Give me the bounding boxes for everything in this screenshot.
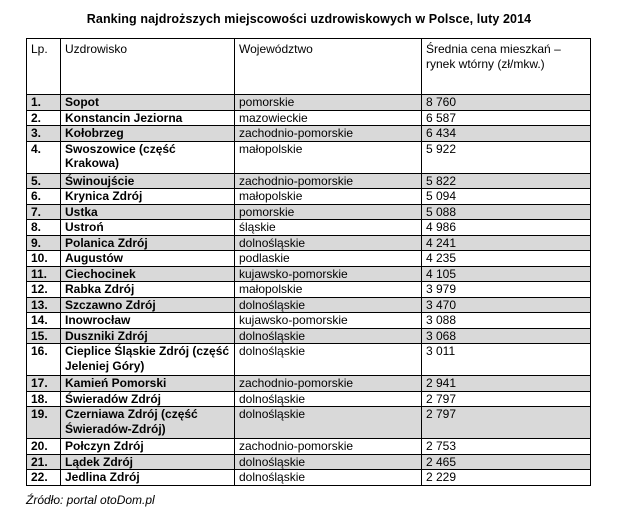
table-row xyxy=(27,126,591,142)
price-cell: 2 229 xyxy=(422,470,591,486)
rank-cell: 15. xyxy=(27,328,61,344)
table-row xyxy=(27,454,591,470)
rank-cell: 10. xyxy=(27,251,61,267)
table-header-row xyxy=(27,39,591,95)
region-cell: dolnośląskie xyxy=(235,235,422,251)
rank-cell: 4. xyxy=(27,141,61,173)
price-cell: 6 587 xyxy=(422,110,591,126)
table-row xyxy=(27,376,591,392)
table-row xyxy=(27,220,591,236)
rank-cell: 7. xyxy=(27,204,61,220)
price-cell: 4 241 xyxy=(422,235,591,251)
price-cell: 2 753 xyxy=(422,439,591,455)
spa-name-cell: Szczawno Zdrój xyxy=(61,297,235,313)
rank-cell: 9. xyxy=(27,235,61,251)
price-cell: 3 011 xyxy=(422,344,591,376)
rank-cell: 6. xyxy=(27,189,61,205)
rank-cell: 14. xyxy=(27,313,61,329)
table-row xyxy=(27,439,591,455)
header-name: Uzdrowisko xyxy=(61,39,235,95)
ranking-table xyxy=(26,38,591,486)
price-cell: 3 088 xyxy=(422,313,591,329)
spa-name-cell: Kołobrzeg xyxy=(61,126,235,142)
region-cell: kujawsko-pomorskie xyxy=(235,266,422,282)
region-cell: zachodnio-pomorskie xyxy=(235,376,422,392)
price-cell: 5 094 xyxy=(422,189,591,205)
spa-name-cell: Ciechocinek xyxy=(61,266,235,282)
spa-name-cell: Rabka Zdrój xyxy=(61,282,235,298)
region-cell: zachodnio-pomorskie xyxy=(235,126,422,142)
page-title: Ranking najdroższych miejscowości uzdrowiskowych w Polsce, luty 2014 xyxy=(86,12,532,26)
region-cell: małopolskie xyxy=(235,141,422,173)
spa-name-cell: Augustów xyxy=(61,251,235,267)
spa-name-cell: Ustka xyxy=(61,204,235,220)
price-cell: 2 797 xyxy=(422,407,591,439)
table-row xyxy=(27,266,591,282)
spa-name-cell: Krynica Zdrój xyxy=(61,189,235,205)
region-cell: dolnośląskie xyxy=(235,297,422,313)
price-cell: 3 979 xyxy=(422,282,591,298)
table-row xyxy=(27,189,591,205)
region-cell: śląskie xyxy=(235,220,422,236)
spa-name-cell: Kamień Pomorski xyxy=(61,376,235,392)
spa-name-cell: Świeradów Zdrój xyxy=(61,391,235,407)
header-price: Średnia cena mieszkań – rynek wtórny (zł/mkw.) xyxy=(422,39,591,95)
table-row xyxy=(27,470,591,486)
region-cell: pomorskie xyxy=(235,95,422,111)
table-row xyxy=(27,110,591,126)
region-cell: zachodnio-pomorskie xyxy=(235,173,422,189)
table-row xyxy=(27,141,591,173)
price-cell: 3 068 xyxy=(422,328,591,344)
region-cell: podlaskie xyxy=(235,251,422,267)
rank-cell: 13. xyxy=(27,297,61,313)
rank-cell: 16. xyxy=(27,344,61,376)
price-cell: 4 235 xyxy=(422,251,591,267)
table-row xyxy=(27,282,591,298)
source-note: Źródło: portal otoDom.pl xyxy=(26,493,155,507)
table-row xyxy=(27,313,591,329)
rank-cell: 1. xyxy=(27,95,61,111)
header-region: Województwo xyxy=(235,39,422,95)
spa-name-cell: Inowrocław xyxy=(61,313,235,329)
table-row xyxy=(27,391,591,407)
table-row xyxy=(27,95,591,111)
rank-cell: 12. xyxy=(27,282,61,298)
rank-cell: 21. xyxy=(27,454,61,470)
rank-cell: 17. xyxy=(27,376,61,392)
rank-cell: 11. xyxy=(27,266,61,282)
table-row xyxy=(27,204,591,220)
spa-name-cell: Swoszowice (część Krakowa) xyxy=(61,141,235,173)
table-row xyxy=(27,235,591,251)
region-cell: dolnośląskie xyxy=(235,391,422,407)
spa-name-cell: Czerniawa Zdrój (część Świeradów-Zdrój) xyxy=(61,407,235,439)
region-cell: małopolskie xyxy=(235,189,422,205)
spa-name-cell: Sopot xyxy=(61,95,235,111)
rank-cell: 18. xyxy=(27,391,61,407)
price-cell: 5 822 xyxy=(422,173,591,189)
region-cell: małopolskie xyxy=(235,282,422,298)
spa-name-cell: Połczyn Zdrój xyxy=(61,439,235,455)
region-cell: pomorskie xyxy=(235,204,422,220)
spa-name-cell: Lądek Zdrój xyxy=(61,454,235,470)
price-cell: 8 760 xyxy=(422,95,591,111)
spa-name-cell: Konstancin Jeziorna xyxy=(61,110,235,126)
region-cell: mazowieckie xyxy=(235,110,422,126)
price-cell: 2 941 xyxy=(422,376,591,392)
price-cell: 4 986 xyxy=(422,220,591,236)
table-row xyxy=(27,297,591,313)
price-cell: 5 088 xyxy=(422,204,591,220)
spa-name-cell: Polanica Zdrój xyxy=(61,235,235,251)
table-row xyxy=(27,407,591,439)
table-row xyxy=(27,328,591,344)
price-cell: 5 922 xyxy=(422,141,591,173)
rank-cell: 5. xyxy=(27,173,61,189)
region-cell: kujawsko-pomorskie xyxy=(235,313,422,329)
header-lp: Lp. xyxy=(27,39,61,95)
rank-cell: 2. xyxy=(27,110,61,126)
rank-cell: 8. xyxy=(27,220,61,236)
rank-cell: 22. xyxy=(27,470,61,486)
table-row xyxy=(27,251,591,267)
region-cell: dolnośląskie xyxy=(235,470,422,486)
rank-cell: 19. xyxy=(27,407,61,439)
rank-cell: 20. xyxy=(27,439,61,455)
price-cell: 2 465 xyxy=(422,454,591,470)
region-cell: zachodnio-pomorskie xyxy=(235,439,422,455)
spa-name-cell: Ustroń xyxy=(61,220,235,236)
price-cell: 3 470 xyxy=(422,297,591,313)
spa-name-cell: Świnoujście xyxy=(61,173,235,189)
spa-name-cell: Duszniki Zdrój xyxy=(61,328,235,344)
spa-name-cell: Cieplice Śląskie Zdrój (część Jeleniej Góry) xyxy=(61,344,235,376)
rank-cell: 3. xyxy=(27,126,61,142)
region-cell: dolnośląskie xyxy=(235,328,422,344)
region-cell: dolnośląskie xyxy=(235,407,422,439)
table-body xyxy=(27,95,591,486)
table-row xyxy=(27,173,591,189)
price-cell: 2 797 xyxy=(422,391,591,407)
price-cell: 4 105 xyxy=(422,266,591,282)
region-cell: dolnośląskie xyxy=(235,454,422,470)
region-cell: dolnośląskie xyxy=(235,344,422,376)
spa-name-cell: Jedlina Zdrój xyxy=(61,470,235,486)
price-cell: 6 434 xyxy=(422,126,591,142)
table-row xyxy=(27,344,591,376)
